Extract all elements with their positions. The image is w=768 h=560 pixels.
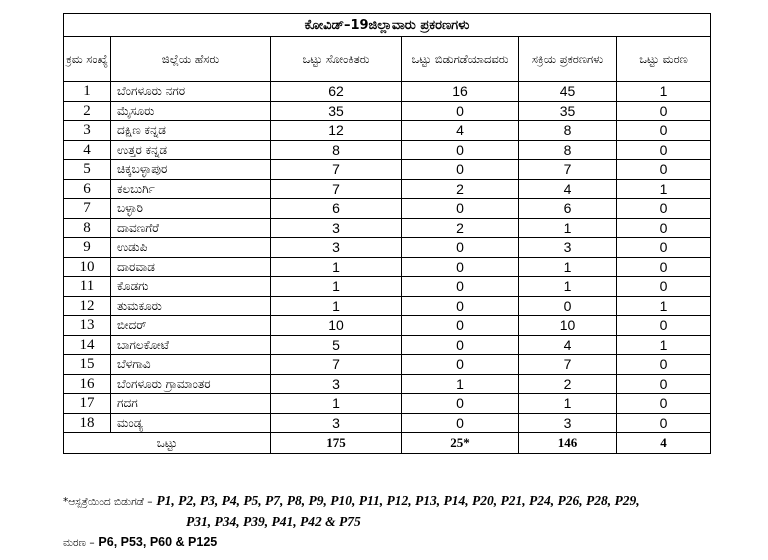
table-row [64,374,711,394]
cell-district: ಬೆಳಗಾವಿ [111,355,271,375]
cell-district: ಚಿಕ್ಕಬಳ್ಳಾಪುರ [111,160,271,180]
cell-district: ಗದಗ [111,394,271,414]
cell-sl: 11 [64,277,111,297]
header-active-cases: ಸಕ್ರಿಯ ಪ್ರಕರಣಗಳು [519,37,617,82]
discharged-ids-line2: P31, P34, P39, P41, P42 & P75 [186,514,361,529]
death-footnote [63,535,217,550]
table-row [64,277,711,297]
total-infected: 175 [271,433,402,454]
cell-infected: 3 [271,374,402,394]
cell-sl: 17 [64,394,111,414]
cell-deaths: 1 [617,335,711,355]
total-deaths: 4 [617,433,711,454]
cell-infected: 1 [271,296,402,316]
cell-deaths: 1 [617,179,711,199]
cell-district: ಬೆಂಗಳೂರು ನಗರ [111,82,271,102]
discharged-footnote [63,493,640,509]
cell-infected: 1 [271,257,402,277]
header-total-infected: ಒಟ್ಟು ಸೋಂಕಿತರು [271,37,402,82]
cell-discharged: 2 [402,218,519,238]
cell-deaths: 0 [617,199,711,219]
total-label: ಒಟ್ಟು [64,433,271,454]
cell-deaths: 0 [617,316,711,336]
district-cases-table [63,13,711,454]
cell-discharged: 0 [402,335,519,355]
cell-deaths: 0 [617,121,711,141]
cell-district: ಬಾಗಲಕೋಟೆ [111,335,271,355]
cell-infected: 62 [271,82,402,102]
cell-infected: 1 [271,277,402,297]
cell-discharged: 0 [402,394,519,414]
table-row [64,296,711,316]
cell-sl: 2 [64,101,111,121]
cell-deaths: 0 [617,160,711,180]
cell-infected: 1 [271,394,402,414]
discharged-footnote-cont [186,514,361,530]
cell-discharged: 0 [402,238,519,258]
cell-active: 0 [519,296,617,316]
cell-infected: 3 [271,218,402,238]
cell-district: ದಾವಣಗೆರೆ [111,218,271,238]
cell-active: 10 [519,316,617,336]
cell-discharged: 0 [402,296,519,316]
cell-active: 45 [519,82,617,102]
cell-district: ಉಡುಪಿ [111,238,271,258]
table-row [64,218,711,238]
cell-discharged: 0 [402,355,519,375]
cell-deaths: 0 [617,394,711,414]
table-row [64,413,711,433]
cell-infected: 7 [271,179,402,199]
cell-district: ಬೀದರ್ [111,316,271,336]
header-total-discharged: ಒಟ್ಟು ಬಿಡುಗಡೆಯಾದವರು [402,37,519,82]
cell-deaths: 0 [617,413,711,433]
cell-sl: 16 [64,374,111,394]
cell-discharged: 0 [402,140,519,160]
table-row [64,160,711,180]
cell-deaths: 0 [617,101,711,121]
header-total-deaths: ಒಟ್ಟು ಮರಣ [617,37,711,82]
cell-active: 7 [519,160,617,180]
cell-active: 8 [519,140,617,160]
cell-active: 35 [519,101,617,121]
cell-deaths: 0 [617,238,711,258]
cell-deaths: 0 [617,140,711,160]
cell-active: 4 [519,179,617,199]
cell-deaths: 0 [617,277,711,297]
cell-sl: 7 [64,199,111,219]
table-row [64,121,711,141]
cell-active: 3 [519,238,617,258]
cell-sl: 3 [64,121,111,141]
cell-infected: 3 [271,413,402,433]
cell-infected: 7 [271,355,402,375]
cell-district: ಬಳ್ಳಾರಿ [111,199,271,219]
cell-sl: 8 [64,218,111,238]
discharged-ids-line1: P1, P2, P3, P4, P5, P7, P8, P9, P10, P11, P12, P13, P14, P20, P21, P24, P26, P28, P29, [156,493,640,508]
cell-deaths: 0 [617,257,711,277]
table-row [64,355,711,375]
table-title: ಕೋವಿಡ್–19ಜಿಲ್ಲಾವಾರು ಪ್ರಕರಣಗಳು [64,14,711,37]
cell-discharged: 1 [402,374,519,394]
table-row [64,179,711,199]
table-row [64,316,711,336]
cell-discharged: 4 [402,121,519,141]
cell-active: 1 [519,277,617,297]
table-row [64,82,711,102]
discharged-footnote-label: *ಆಸ್ಪತ್ರೆಯಿಂದ ಬಿಡುಗಡೆ – [63,496,153,508]
cell-sl: 14 [64,335,111,355]
header-district: ಜಿಲ್ಲೆಯ ಹೆಸರು [111,37,271,82]
cell-sl: 18 [64,413,111,433]
cell-active: 1 [519,218,617,238]
table-row [64,140,711,160]
header-sl: ಕ್ರಮ ಸಂಖ್ಯೆ [64,37,111,82]
cell-sl: 6 [64,179,111,199]
table-row [64,394,711,414]
cell-sl: 9 [64,238,111,258]
cell-infected: 5 [271,335,402,355]
cell-deaths: 0 [617,355,711,375]
cell-district: ಕಲಬುರ್ಗಿ [111,179,271,199]
cell-infected: 35 [271,101,402,121]
total-row [64,433,711,454]
table-row [64,101,711,121]
cell-sl: 4 [64,140,111,160]
cell-district: ಉತ್ತರ ಕನ್ನಡ [111,140,271,160]
cell-infected: 6 [271,199,402,219]
cell-active: 1 [519,257,617,277]
cell-district: ಮಂಡ್ಯ [111,413,271,433]
cell-infected: 7 [271,160,402,180]
cell-sl: 12 [64,296,111,316]
table-row [64,257,711,277]
death-footnote-label: ಮರಣ – [63,537,95,549]
cell-infected: 10 [271,316,402,336]
cell-discharged: 0 [402,199,519,219]
cell-sl: 15 [64,355,111,375]
cell-district: ತುಮಕೂರು [111,296,271,316]
cell-sl: 5 [64,160,111,180]
cell-district: ಬೆಂಗಳೂರು ಗ್ರಾಮಾಂತರ [111,374,271,394]
cell-deaths: 1 [617,82,711,102]
table-row [64,238,711,258]
cell-active: 4 [519,335,617,355]
cell-discharged: 0 [402,316,519,336]
cell-active: 1 [519,394,617,414]
cell-infected: 8 [271,140,402,160]
cell-active: 3 [519,413,617,433]
cell-district: ಕೊಡಗು [111,277,271,297]
cell-active: 2 [519,374,617,394]
cell-infected: 12 [271,121,402,141]
cell-deaths: 1 [617,296,711,316]
cell-sl: 13 [64,316,111,336]
total-active: 146 [519,433,617,454]
cell-deaths: 0 [617,218,711,238]
cell-sl: 1 [64,82,111,102]
cell-discharged: 0 [402,277,519,297]
cell-infected: 3 [271,238,402,258]
cell-discharged: 16 [402,82,519,102]
death-ids: P6, P53, P60 & P125 [98,535,218,549]
cell-active: 6 [519,199,617,219]
cell-district: ಮೈಸೂರು [111,101,271,121]
cell-discharged: 0 [402,413,519,433]
cell-discharged: 0 [402,101,519,121]
cell-district: ದಾರವಾಡ [111,257,271,277]
cell-discharged: 0 [402,160,519,180]
cell-active: 8 [519,121,617,141]
cell-district: ದಕ್ಷಿಣ ಕನ್ನಡ [111,121,271,141]
cell-active: 7 [519,355,617,375]
table-row [64,199,711,219]
cell-deaths: 0 [617,374,711,394]
cell-discharged: 2 [402,179,519,199]
cell-discharged: 0 [402,257,519,277]
total-discharged: 25* [402,433,519,454]
cell-sl: 10 [64,257,111,277]
table-row [64,335,711,355]
